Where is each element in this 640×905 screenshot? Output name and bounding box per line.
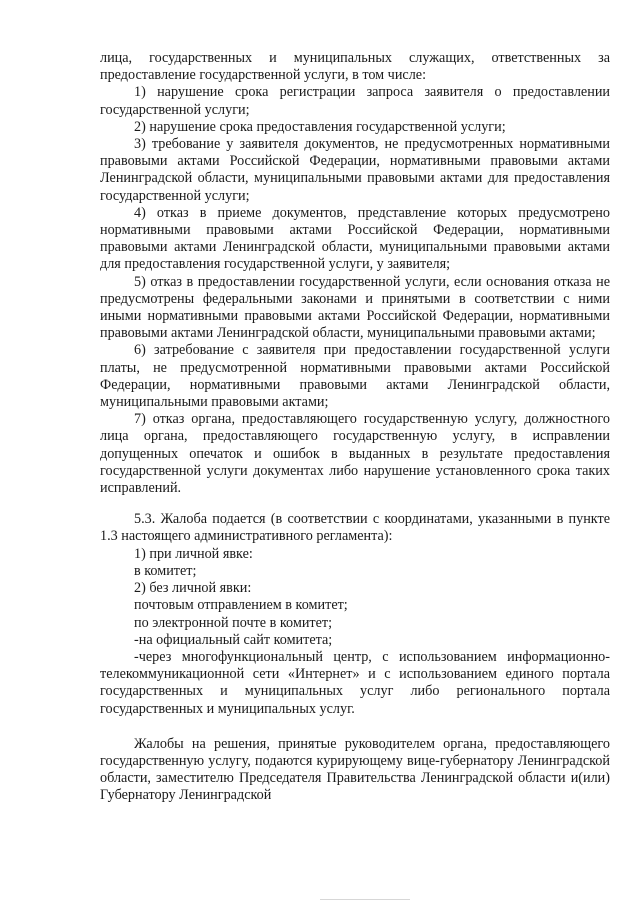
- list-item-1: 1) нарушение срока регистрации запроса заявителя о предоставлении государственной услуги;: [100, 84, 610, 118]
- list-item-3: 3) требование у заявителя документов, не предусмотренных нормативными правовыми актами Российской Федерации, нормативными правовыми актами Ленинградской области, муниципальными правовыми актами для предоставления государственной услуги;: [100, 136, 610, 204]
- paragraph-complaints: Жалобы на решения, принятые руководителем органа, предоставляющего государственную услугу, подаются курирующему вице-губернатору Ленинградской области, заместителю Председателя Правительства Ленинградской области и(или) Губернатору Ленинградской: [100, 735, 610, 804]
- submission-email: по электронной почте в комитет;: [134, 614, 333, 631]
- submission-committee: в комитет;: [134, 562, 197, 579]
- document-page: [100, 50, 610, 805]
- submission-mfc: -через многофункциональный центр, с использованием информационно- телекоммуникационной сети «Интернет» и с использованием единого портала государственных и муниципальных услуг либо регионального портала государственных и муниципальных услуг.: [100, 648, 610, 717]
- list-item-2: 2) нарушение срока предоставления государственной услуги;: [134, 118, 506, 135]
- scan-artifact-line: [320, 899, 410, 900]
- submission-post: почтовым отправлением в комитет;: [134, 597, 348, 614]
- paragraph-intro: лица, государственных и муниципальных служащих, ответственных за предоставление государственной услуги, в том числе:: [100, 50, 610, 84]
- list-item-6: 6) затребование с заявителя при предоставлении государственной услуги платы, не предусмотренной нормативными правовыми актами Российской Федерации, нормативными правовыми актами Ленинградской области, муниципальными правовыми актами;: [100, 342, 610, 411]
- submission-remote: 2) без личной явки:: [134, 580, 252, 597]
- list-item-7: 7) отказ органа, предоставляющего государственную услугу, должностного лица органа, предоставляющего государственную услугу, в исправлении допущенных опечаток и ошибок в выданных в результате предоставления государственной услуги документах либо нарушение установленного срока таких исправлений.: [100, 411, 610, 497]
- list-item-5: 5) отказ в предоставлении государственной услуги, если основания отказа не предусмотрены федеральными законами и принятыми в соответствии с ними иными нормативными правовыми актами Российской Федерации, нормативными правовыми актами Ленинградской области, муниципальными правовыми актами;: [100, 273, 610, 342]
- list-item-4: 4) отказ в приеме документов, представление которых предусмотрено нормативными правовыми актами Российской Федерации, нормативными правовыми актами Ленинградской области, муниципальными правовыми актами для предоставления государственной услуги, у заявителя;: [100, 204, 610, 273]
- submission-website: -на официальный сайт комитета;: [134, 631, 333, 648]
- section-5-3: 5.3. Жалоба подается (в соответствии с координатами, указанными в пункте 1.3 настоящего административного регламента):: [100, 511, 610, 545]
- submission-personal: 1) при личной явке:: [134, 545, 253, 562]
